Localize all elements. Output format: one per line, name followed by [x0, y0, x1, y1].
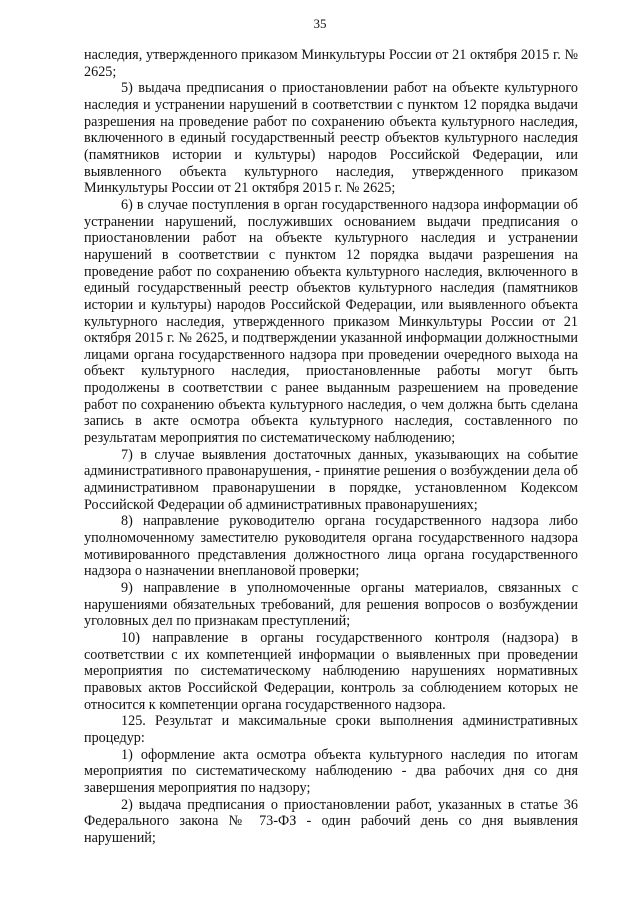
paragraph-item-9: 9) направление в уполномоченные органы материалов, связанных с нарушениями обязательных требований, для решения вопросов о возбуждении уголовных дел по признакам преступлений; — [84, 580, 578, 630]
paragraph-continuation: наследия, утвержденного приказом Минкультуры России от 21 октября 2015 г. № 2625; — [84, 47, 578, 80]
page-number: 35 — [313, 16, 327, 31]
paragraph-section-125: 125. Результат и максимальные сроки выполнения административных процедур: — [84, 713, 578, 746]
paragraph-item-7: 7) в случае выявления достаточных данных, указывающих на событие административного правонарушения, - принятие решения о возбуждении дела об административном правонарушении в порядке, установленном Кодексом Российской Федерации об административных правонарушениях; — [84, 446, 578, 513]
paragraph-result-1: 1) оформление акта осмотра объекта культурного наследия по итогам мероприятия по систематическому наблюдению - два рабочих дня со дня завершения мероприятия по надзору; — [84, 746, 578, 796]
paragraph-result-2: 2) выдача предписания о приостановлении работ, указанных в статье 36 Федерального закона № 73-ФЗ - один рабочий день со дня выявления нарушений; — [84, 796, 578, 846]
paragraph-item-8: 8) направление руководителю органа государственного надзора либо уполномоченному заместителю руководителя органа государственного надзора мотивированного представления должностного лица органа государственного надзора о назначении внеплановой проверки; — [84, 513, 578, 580]
paragraph-item-6: 6) в случае поступления в орган государственного надзора информации об устранении нарушений, послуживших основанием выдачи предписания о приостановлении работ на объекте культурного наследия и устранении нарушений в соответствии с пунктом 12 порядка выдачи разрешения на проведение работ по сохранению объекта культурного наследия, включенного в единый государственный реестр объектов культурного наследия (памятников истории и культуры) народов Российской Федерации, или выявленного объекта культурного наследия, утвержденного приказом Минкультуры России от 21 октября 2015 г. № 2625, и подтверждении указанной информации должностными лицами органа государственного надзора при проведении очередного выхода на объект культурного наследия, приостановленные работы могут быть продолжены в соответствии с ранее выданным разрешением на проведение работ по сохранению объекта культурного наследия, о чем должна быть сделана запись в акте осмотра объекта культурного наследия, составленного по результатам мероприятия по систематическому наблюдению; — [84, 196, 578, 447]
paragraph-item-10: 10) направление в органы государственного контроля (надзора) в соответствии с их компетенцией информации о выявленных при проведении мероприятия по систематическому наблюдению нарушениях нормативных правовых актов Российской Федерации, контроль за соблюдением которых не относится к компетенции органа государственного надзора. — [84, 629, 578, 713]
paragraph-item-5: 5) выдача предписания о приостановлении работ на объекте культурного наследия и устранении нарушений в соответствии с пунктом 12 порядка выдачи разрешения на проведение работ по сохранению объекта культурного наследия, включенного в единый государственный реестр объектов культурного наследия (памятников истории и культуры) народов Российской Федерации, или выявленного объекта культурного наследия, утвержденного приказом Минкультуры России от 21 октября 2015 г. № 2625; — [84, 80, 578, 197]
document-body — [84, 47, 578, 847]
